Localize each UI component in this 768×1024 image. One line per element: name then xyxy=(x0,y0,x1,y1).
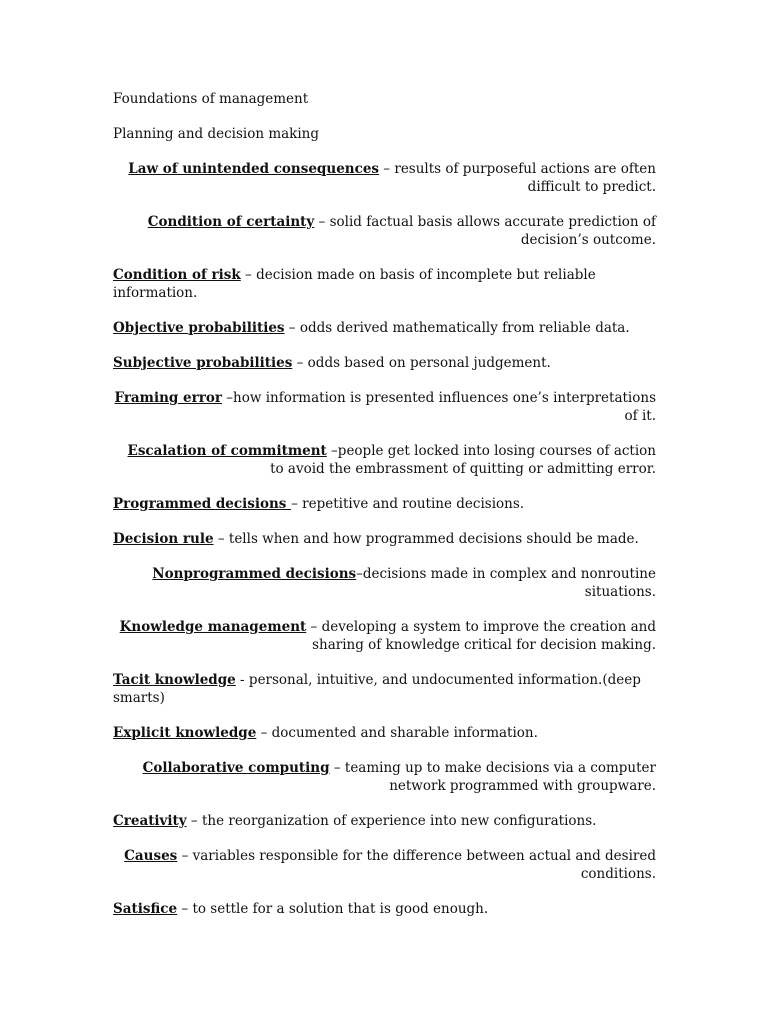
glossary-separator: – xyxy=(329,760,345,776)
glossary-separator: – xyxy=(306,619,322,635)
glossary-definition: people get locked into losing courses of action to avoid the embrassment of quitting or admitting error. xyxy=(270,443,656,477)
glossary-term: Knowledge management xyxy=(119,619,307,635)
glossary-entry xyxy=(113,389,656,425)
glossary-entry xyxy=(113,812,656,830)
glossary-term: Objective probabilities xyxy=(113,320,285,336)
glossary-definition: results of purposeful actions are often difficult to predict. xyxy=(394,161,656,195)
glossary-term: Satisfice xyxy=(113,901,178,917)
glossary-entry xyxy=(113,495,656,513)
glossary-definition: tells when and how programmed decisions should be made. xyxy=(228,531,639,547)
glossary-definition: decision made on basis of incomplete but reliable information. xyxy=(113,267,596,301)
glossary-term: Condition of certainty xyxy=(147,214,315,230)
glossary-term: Creativity xyxy=(113,813,187,829)
glossary-definition: repetitive and routine decisions. xyxy=(302,496,525,512)
glossary-entry xyxy=(113,530,656,548)
glossary-entry xyxy=(113,671,656,707)
glossary-definition: documented and sharable information. xyxy=(271,725,538,741)
glossary-entry xyxy=(113,442,656,478)
glossary-separator: – xyxy=(292,355,308,371)
glossary-entry xyxy=(113,724,656,742)
glossary-term: Subjective probabilities xyxy=(113,355,293,371)
document-title: Foundations of management xyxy=(113,91,309,107)
glossary-term: Programmed decisions xyxy=(113,496,292,512)
glossary-entry xyxy=(113,354,656,372)
glossary-list xyxy=(113,160,656,918)
glossary-separator: – xyxy=(221,390,234,406)
glossary-definition: to settle for a solution that is good enough. xyxy=(192,901,489,917)
glossary-term: Decision rule xyxy=(113,531,214,547)
glossary-definition: how information is presented influences one’s interpretations of it. xyxy=(233,390,656,424)
glossary-term: Framing error xyxy=(114,390,222,406)
glossary-entry xyxy=(113,847,656,883)
glossary-term: Condition of risk xyxy=(113,267,241,283)
glossary-separator: – xyxy=(240,267,257,283)
glossary-separator: – xyxy=(256,725,272,741)
glossary-term: Explicit knowledge xyxy=(113,725,257,741)
glossary-term: Collaborative computing xyxy=(142,760,330,776)
glossary-definition: variables responsible for the difference between actual and desired conditions. xyxy=(192,848,656,882)
glossary-entry xyxy=(113,160,656,196)
glossary-definition: solid factual basis allows accurate prediction of decision’s outcome. xyxy=(329,214,656,248)
glossary-separator: – xyxy=(177,901,193,917)
glossary-definition: odds based on personal judgement. xyxy=(307,355,551,371)
glossary-definition: teaming up to make decisions via a computer network programmed with groupware. xyxy=(344,760,656,794)
glossary-term: Escalation of commitment xyxy=(127,443,327,459)
glossary-separator: – xyxy=(284,320,300,336)
document-subtitle: Planning and decision making xyxy=(113,126,320,142)
glossary-term: Causes xyxy=(124,848,178,864)
glossary-separator: – xyxy=(326,443,338,459)
glossary-separator: – xyxy=(291,496,303,512)
glossary-separator: – xyxy=(213,531,229,547)
glossary-entry xyxy=(113,213,656,249)
glossary-entry xyxy=(113,266,656,302)
document-page xyxy=(113,90,656,935)
glossary-separator: – xyxy=(314,214,330,230)
glossary-term: Nonprogrammed decisions xyxy=(152,566,357,582)
glossary-separator: – xyxy=(379,161,395,177)
glossary-entry xyxy=(113,565,656,601)
glossary-definition: odds derived mathematically from reliable data. xyxy=(299,320,630,336)
glossary-term: Tacit knowledge xyxy=(113,672,236,688)
glossary-separator: – xyxy=(177,848,193,864)
glossary-definition: decisions made in complex and nonroutine situations. xyxy=(362,566,656,600)
glossary-separator: – xyxy=(356,566,363,582)
glossary-definition: personal, intuitive, and undocumented information.(deep smarts) xyxy=(113,672,641,706)
glossary-separator: - xyxy=(235,672,249,688)
glossary-entry xyxy=(113,759,656,795)
glossary-separator: – xyxy=(186,813,202,829)
glossary-entry xyxy=(113,618,656,654)
glossary-definition: developing a system to improve the creation and sharing of knowledge critical for decision making. xyxy=(312,619,656,653)
glossary-definition: the reorganization of experience into new configurations. xyxy=(201,813,597,829)
glossary-entry xyxy=(113,900,656,918)
glossary-term: Law of unintended consequences xyxy=(128,161,380,177)
glossary-entry xyxy=(113,319,656,337)
